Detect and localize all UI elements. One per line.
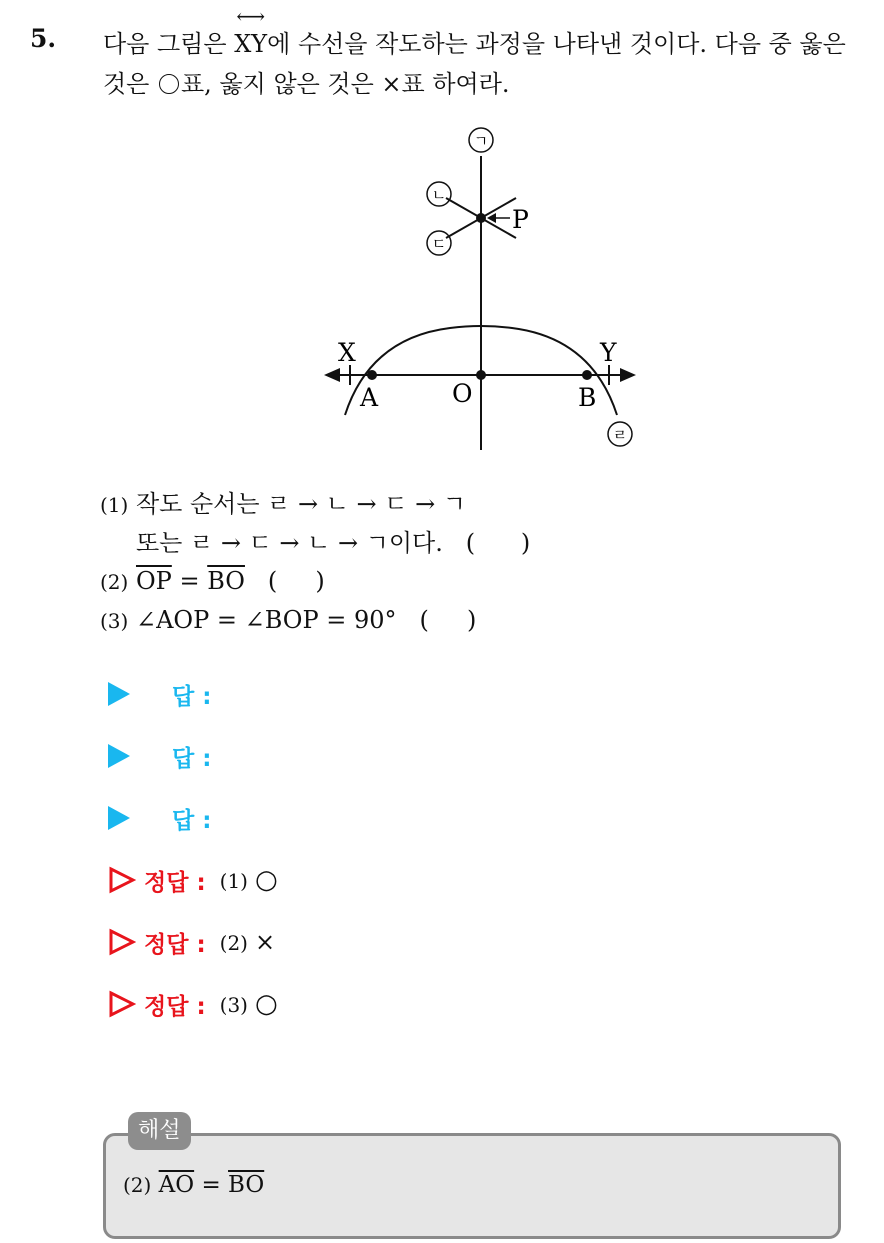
correct-label: 정답 : <box>144 993 206 1020</box>
answer-label: 답 : <box>172 683 212 710</box>
answer-blank-3[interactable]: ( ) <box>419 606 477 634</box>
question-text <box>103 4 873 104</box>
construction-figure <box>300 118 650 463</box>
explanation-tag: 해설 <box>128 1112 191 1150</box>
correct-answer-value: (2) × <box>219 928 276 956</box>
statement-1: (1) 작도 순서는 ㄹ → ㄴ → ㄷ → ㄱ <box>100 490 467 518</box>
outline-triangle-icon <box>108 990 136 1018</box>
label-g4: ㄹ <box>612 426 628 444</box>
label-g1: ㄱ <box>473 132 489 150</box>
point-p <box>476 213 486 223</box>
correct-answer-value: (1) ○ <box>219 865 278 895</box>
statement-list <box>100 485 530 640</box>
play-triangle-icon <box>108 806 130 830</box>
label-b: B <box>578 383 597 412</box>
right-arrowhead-icon <box>620 368 636 382</box>
line-xy-symbol: ⟷ XY <box>234 4 268 58</box>
label-o: O <box>452 379 473 408</box>
play-triangle-icon <box>108 682 130 706</box>
label-g2: ㄴ <box>431 186 447 204</box>
play-triangle-icon <box>108 744 130 768</box>
outline-triangle-icon <box>108 866 136 894</box>
circle-mark-icon <box>159 74 179 94</box>
correct-answer-row-3 <box>108 984 278 1024</box>
statement-3: (3) ∠AOP = ∠BOP = 90° ( ) <box>100 606 477 634</box>
correct-answer-value: (3) ○ <box>219 989 278 1019</box>
answer-label: 답 : <box>172 745 212 772</box>
outline-triangle-icon <box>108 928 136 956</box>
double-arrow-icon: ⟷ <box>236 4 265 28</box>
answer-label: 답 : <box>172 807 212 834</box>
answer-blank-2[interactable]: ( ) <box>267 567 325 595</box>
correct-label: 정답 : <box>144 931 206 958</box>
question-text-part: 에 수선을 작도하는 과정을 나타낸 것이다. 다음 중 옳은 것은 <box>103 30 846 98</box>
question-text-part: 표, 옳지 않은 것은 ×표 하여라. <box>181 70 510 98</box>
answer-row-1[interactable] <box>108 674 211 714</box>
correct-answer-row-2 <box>108 922 275 962</box>
point-b <box>582 370 592 380</box>
point-o <box>476 370 486 380</box>
correct-answer-row-1 <box>108 860 278 900</box>
question-number: 5. <box>30 24 57 53</box>
question-text-part: 다음 그림은 <box>103 30 235 58</box>
answer-row-3[interactable] <box>108 798 211 838</box>
label-g3: ㄷ <box>431 235 447 253</box>
point-a <box>367 370 377 380</box>
answer-blank-1[interactable]: ( ) <box>465 529 531 557</box>
explanation-text: (2) AO = BO <box>123 1172 265 1198</box>
label-x: X <box>338 338 356 367</box>
label-p: P <box>512 205 529 234</box>
answer-row-2[interactable] <box>108 736 211 776</box>
label-y: Y <box>600 338 617 367</box>
label-a: A <box>360 383 379 412</box>
statement-1-continued: 또는 ㄹ → ㄷ → ㄴ → ㄱ이다. ( ) <box>136 529 531 557</box>
correct-label: 정답 : <box>144 869 206 896</box>
statement-2: (2) OP = BO ( ) <box>100 567 325 595</box>
left-arrowhead-icon <box>324 368 340 382</box>
